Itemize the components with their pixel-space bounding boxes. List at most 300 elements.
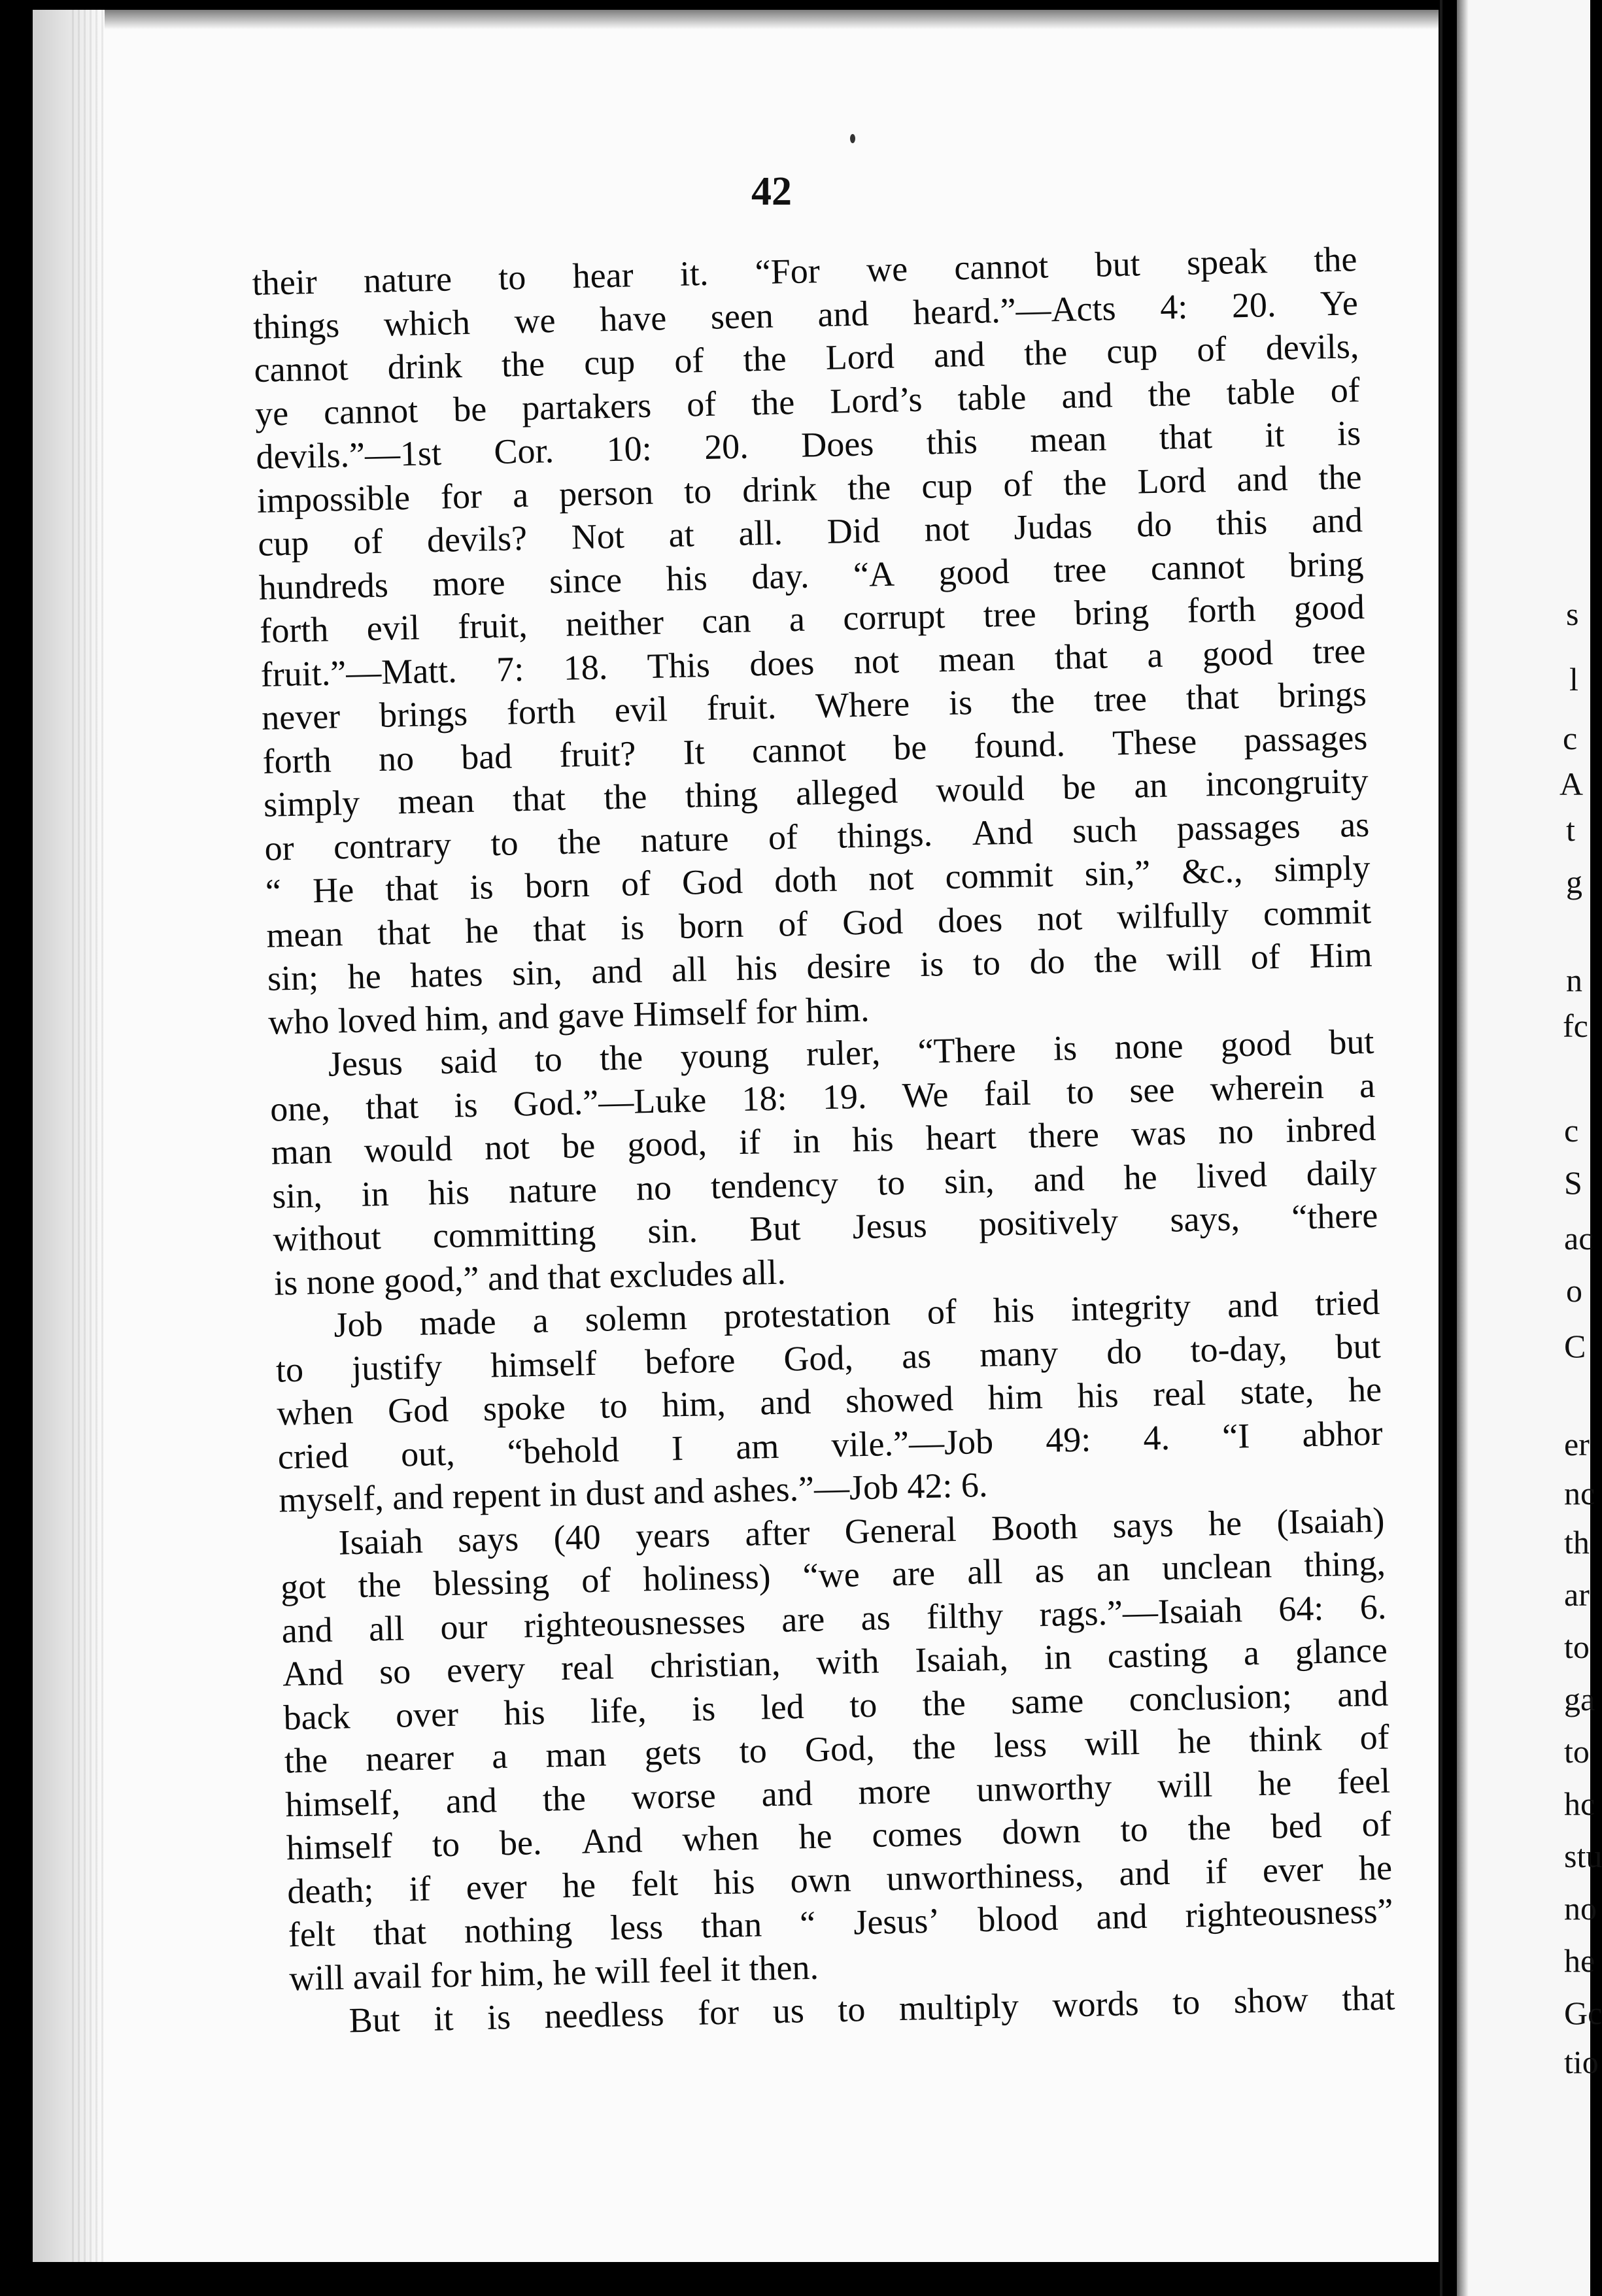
word: of <box>673 340 705 380</box>
word: 4: <box>1159 286 1188 327</box>
word: the <box>1187 1807 1232 1848</box>
word: But <box>349 1999 401 2040</box>
word: tree <box>983 594 1037 635</box>
word: wherein <box>1210 1066 1325 1108</box>
word: is <box>691 1688 716 1729</box>
word: “ <box>799 1903 816 1944</box>
right-page-edge-shadow <box>1457 0 1469 2296</box>
word: of <box>1250 936 1281 977</box>
word: show <box>1233 1980 1309 2021</box>
word: simply <box>1273 847 1371 890</box>
word: nature <box>508 1169 598 1211</box>
word: no <box>1218 1111 1254 1152</box>
word: abhor <box>1301 1413 1384 1454</box>
word: 20. <box>1231 284 1277 325</box>
word: “there <box>1291 1195 1378 1237</box>
word: real <box>560 1647 615 1688</box>
word: him <box>987 1377 1044 1417</box>
word: good <box>938 551 1010 592</box>
word: if <box>408 1868 432 1908</box>
word: nature <box>363 259 452 301</box>
word: death; <box>286 1870 374 1911</box>
word: found. <box>973 724 1066 766</box>
word: does <box>749 642 815 684</box>
word: God <box>681 861 743 902</box>
next-page-fragment: tio <box>1564 2044 1599 2080</box>
next-page-fragment: ar <box>1564 1576 1590 1613</box>
word: and <box>1311 500 1363 541</box>
word: we <box>866 249 908 290</box>
next-page-fragment: to <box>1564 1629 1590 1665</box>
word: commit <box>1263 891 1372 933</box>
word: forth <box>1186 589 1257 630</box>
word: think <box>1248 1718 1323 1760</box>
word: that <box>384 868 439 909</box>
word: ever <box>466 1866 528 1907</box>
text-line: who loved him, and gave Himself for him. <box>267 989 870 1042</box>
word: felt <box>630 1863 679 1904</box>
word: says <box>1112 1504 1174 1545</box>
word: christian, <box>649 1643 781 1686</box>
word: thing, <box>1303 1543 1386 1585</box>
word: without <box>272 1217 382 1259</box>
word: a <box>491 1736 508 1776</box>
word: and <box>590 951 643 991</box>
word: fruit? <box>558 733 637 775</box>
word: when <box>276 1392 354 1433</box>
word: sin, <box>944 1160 995 1201</box>
word: tendency <box>710 1164 839 1206</box>
word: which <box>383 302 471 344</box>
word: his <box>851 1119 895 1160</box>
word: unclean <box>1161 1545 1272 1588</box>
next-page-fragment: he <box>1564 1942 1595 1979</box>
word: 19. <box>822 1076 868 1117</box>
word: nearer <box>365 1737 454 1779</box>
word: his <box>1076 1375 1119 1415</box>
word: drink <box>387 346 463 387</box>
word: We <box>902 1074 949 1115</box>
word: holiness) <box>642 1557 772 1599</box>
word: he <box>1177 1721 1212 1761</box>
word: wilfully <box>1116 894 1229 936</box>
word: fruit. <box>706 686 777 728</box>
word: his <box>666 558 708 598</box>
word: Not <box>571 516 625 557</box>
word: before <box>644 1340 736 1381</box>
word: he <box>464 910 499 951</box>
word: “I <box>1221 1415 1250 1456</box>
word: God <box>387 1389 449 1430</box>
word: there <box>1028 1115 1100 1156</box>
word: cannot <box>751 728 847 770</box>
word: a <box>512 475 529 515</box>
next-page-fragment: A <box>1559 766 1584 802</box>
word: forth <box>506 691 576 732</box>
next-page-fragment: no <box>1564 1890 1597 1927</box>
word: does <box>937 899 1003 940</box>
word: Lord <box>825 336 895 377</box>
word: devils, <box>1265 326 1359 368</box>
word: cup <box>583 342 636 382</box>
word: to <box>1172 1982 1201 2022</box>
word: as <box>860 1597 891 1638</box>
word: born <box>678 905 744 946</box>
next-page-fragment: nc <box>1564 1475 1595 1511</box>
word: and <box>1236 458 1289 499</box>
word: positively <box>978 1201 1119 1244</box>
word: state, <box>1240 1370 1314 1412</box>
word: “There <box>917 1029 1017 1072</box>
word: incongruity <box>1205 760 1369 804</box>
word: And <box>282 1653 344 1694</box>
word: of <box>777 903 808 944</box>
word: showed <box>845 1379 954 1421</box>
word: not <box>868 858 915 898</box>
word: fruit.”—Matt. <box>260 650 458 694</box>
word: and <box>281 1610 333 1650</box>
word: in <box>792 1121 821 1161</box>
word: not <box>484 1127 530 1168</box>
word: life, <box>590 1689 647 1730</box>
word: to <box>972 943 1001 983</box>
word: the <box>542 1778 587 1819</box>
word: less <box>993 1725 1048 1765</box>
word: all <box>966 1551 1003 1592</box>
word: fail <box>983 1072 1032 1113</box>
next-page-fragment: s <box>1566 596 1579 632</box>
word: never <box>261 696 341 737</box>
word: as <box>1339 804 1370 845</box>
word: lived <box>1196 1154 1268 1196</box>
word: such <box>1072 809 1138 851</box>
word: will <box>1166 937 1222 979</box>
word: to <box>1119 1809 1149 1849</box>
word: made <box>418 1302 497 1343</box>
word: God, <box>783 1337 854 1379</box>
word: tried <box>1314 1282 1380 1323</box>
word: to <box>877 1162 906 1202</box>
next-page-fragment: stu <box>1564 1838 1602 1874</box>
word: 20. <box>704 426 749 467</box>
word: is <box>948 683 973 722</box>
word: sin, <box>511 952 563 993</box>
word: he <box>562 1865 596 1905</box>
word: These <box>1112 721 1197 762</box>
word: cannot <box>953 246 1049 288</box>
word: inbred <box>1285 1108 1376 1150</box>
word: cannot <box>253 348 349 390</box>
word: Lord’s <box>829 379 923 421</box>
word: alleged <box>795 771 898 813</box>
word: bring <box>1288 543 1365 584</box>
word: man <box>545 1734 607 1775</box>
word: no <box>378 738 415 779</box>
word: hates <box>409 954 483 995</box>
word: no <box>636 1167 672 1208</box>
word: of <box>1361 1804 1392 1844</box>
word: if <box>738 1122 761 1162</box>
word: daily <box>1306 1152 1378 1193</box>
word: to <box>837 1989 866 2030</box>
word: to <box>739 1730 768 1771</box>
word: Him <box>1308 934 1373 975</box>
word: a <box>1146 635 1163 675</box>
word: tree <box>1312 630 1366 671</box>
word: back <box>282 1696 351 1737</box>
word: table <box>1225 371 1296 413</box>
word: But <box>749 1208 801 1249</box>
word: with <box>815 1641 880 1682</box>
word: the <box>1313 239 1357 280</box>
word: not <box>853 641 900 681</box>
word: would <box>935 768 1025 810</box>
word: (Isaiah) <box>1276 1500 1385 1542</box>
word: every <box>446 1649 526 1691</box>
word: a <box>1359 1065 1376 1105</box>
word: the <box>1023 332 1068 373</box>
word: And <box>971 811 1034 853</box>
word: cup <box>921 465 973 506</box>
next-page-fragment: hc <box>1564 1785 1595 1822</box>
text-line: will avail for him, he will feel it then. <box>288 1947 819 1998</box>
word: to <box>683 471 712 511</box>
word: forth <box>259 609 329 650</box>
word: young <box>679 1035 770 1076</box>
word: that <box>1185 677 1240 717</box>
word: at <box>668 515 695 555</box>
next-page-fragment: th <box>1564 1524 1590 1561</box>
word: an <box>1133 765 1168 805</box>
word: the <box>599 1038 643 1078</box>
word: and <box>1032 1158 1085 1199</box>
word: speak <box>1186 241 1268 282</box>
word: heart <box>925 1117 997 1158</box>
word: of <box>621 863 651 903</box>
word: things. <box>836 814 933 856</box>
word: mean <box>938 638 1015 679</box>
word: he <box>798 1816 833 1857</box>
page-top-shadow <box>33 10 1439 29</box>
word: forth <box>262 740 332 781</box>
word: in <box>361 1173 390 1214</box>
word: nothing <box>464 1908 573 1951</box>
word: of <box>1330 369 1361 410</box>
word: blessing <box>433 1561 550 1604</box>
word: of <box>768 817 798 857</box>
word: the <box>1318 456 1363 497</box>
word: to <box>534 1039 563 1079</box>
word: bad <box>460 736 513 777</box>
word: integrity <box>1070 1287 1191 1329</box>
word: brings <box>1278 673 1367 715</box>
next-page-fragment: fc <box>1563 1007 1588 1044</box>
word: to <box>599 1385 628 1426</box>
word: but <box>1095 244 1141 284</box>
word: Booth <box>991 1506 1078 1548</box>
word: cannot <box>1150 546 1246 588</box>
word: glance <box>1295 1630 1388 1672</box>
word: his <box>993 1290 1035 1330</box>
word: drink <box>741 468 817 510</box>
word: said <box>439 1041 498 1081</box>
word: is <box>919 944 944 984</box>
word: of <box>1002 464 1033 504</box>
word: out, <box>400 1433 456 1474</box>
word: after <box>744 1512 810 1553</box>
word: the <box>357 1564 402 1605</box>
word: vile.”—Job <box>830 1421 994 1464</box>
next-page-fragment: ac <box>1564 1220 1593 1257</box>
word: be. <box>499 1822 543 1863</box>
word: 4. <box>1142 1417 1170 1458</box>
word: passages <box>1176 805 1301 848</box>
word: passages <box>1243 717 1368 760</box>
word: would <box>364 1128 453 1170</box>
word: us <box>772 1991 805 2031</box>
word: that <box>377 911 432 953</box>
word: that <box>1159 416 1213 457</box>
next-page-fragment: c <box>1564 1112 1579 1149</box>
word: is <box>469 867 494 907</box>
word: their <box>252 262 318 303</box>
word: or <box>264 828 295 868</box>
word: the <box>603 777 647 817</box>
word: see <box>1129 1070 1175 1110</box>
word: born <box>524 864 590 906</box>
word: felt <box>288 1914 336 1955</box>
word: a <box>1243 1632 1260 1673</box>
word: General <box>844 1509 957 1551</box>
word: God, <box>804 1728 876 1770</box>
word: 64: <box>1278 1588 1324 1629</box>
word: corrupt <box>842 596 946 638</box>
word: to <box>275 1349 304 1390</box>
word: if <box>1204 1851 1228 1891</box>
word: himself, <box>284 1782 401 1824</box>
word: himself <box>490 1343 597 1385</box>
word: nature <box>639 818 730 860</box>
word: good, <box>626 1123 707 1164</box>
word: good <box>1293 587 1365 628</box>
word: spoke <box>483 1387 566 1428</box>
word: doth <box>774 859 838 900</box>
word: more <box>857 1770 932 1812</box>
word: brings <box>379 693 468 735</box>
word: the <box>1147 373 1192 414</box>
word: solemn <box>585 1297 688 1340</box>
word: of <box>927 1291 957 1332</box>
word: Job <box>333 1304 384 1345</box>
word: down <box>1001 1810 1082 1852</box>
word: neither <box>565 602 664 644</box>
word: righteousness” <box>1184 1891 1394 1935</box>
word: a <box>532 1300 549 1341</box>
word: good <box>1220 1023 1292 1064</box>
word: 18. <box>563 647 608 688</box>
word: it <box>433 1998 454 2038</box>
word: in <box>1044 1637 1072 1678</box>
word: 18: <box>741 1077 788 1119</box>
word: Cor. <box>493 430 554 471</box>
word: do <box>1029 941 1066 982</box>
word: am <box>735 1426 779 1466</box>
word: justify <box>351 1346 443 1388</box>
next-page-fragment: Gc <box>1564 1995 1602 2031</box>
word: “ <box>265 871 282 911</box>
word: more <box>432 562 506 603</box>
word: the <box>501 344 545 384</box>
word: of <box>352 521 383 562</box>
word: tree <box>1093 679 1148 720</box>
gutter-divider <box>1440 0 1442 2296</box>
word: 7: <box>496 649 524 689</box>
word: as <box>901 1336 932 1376</box>
word: seen <box>710 295 774 337</box>
word: that <box>373 1912 427 1953</box>
word: that <box>1054 636 1108 677</box>
word: the <box>847 467 891 507</box>
word: cried <box>277 1435 349 1477</box>
word: evil <box>614 689 668 730</box>
word: have <box>599 297 667 339</box>
word: mean <box>265 913 344 955</box>
word: and <box>933 334 985 375</box>
word: 49: <box>1045 1419 1091 1460</box>
word: the <box>1011 681 1055 721</box>
word: rags.”—Isaiah <box>1038 1589 1243 1634</box>
word: all. <box>738 513 783 553</box>
word: (40 <box>553 1517 602 1557</box>
word: devils? <box>426 518 528 560</box>
word: got <box>280 1566 326 1607</box>
word: and <box>817 293 870 334</box>
word: the <box>557 821 602 862</box>
word: will <box>1157 1764 1213 1805</box>
word: the <box>922 1683 966 1723</box>
word: and <box>1337 1674 1389 1714</box>
word: of <box>1196 329 1227 369</box>
word: gets <box>643 1732 702 1773</box>
word: all <box>368 1608 405 1649</box>
word: says, <box>1169 1198 1240 1240</box>
word: unworthiness, <box>886 1854 1084 1898</box>
page-edge-lines <box>72 10 105 2262</box>
word: he <box>1208 1502 1242 1544</box>
word: to <box>849 1685 878 1725</box>
word: righteousnesses <box>523 1600 746 1645</box>
word: than <box>700 1904 762 1946</box>
word: Isaiah <box>338 1521 424 1562</box>
word: the <box>1093 939 1138 981</box>
word: a <box>789 599 806 639</box>
word: of <box>581 1560 611 1600</box>
word: cup <box>257 523 310 564</box>
word: it. <box>679 253 709 294</box>
word: multiply <box>898 1986 1019 2029</box>
word: and <box>760 1773 813 1814</box>
word: we <box>513 300 556 341</box>
word: was <box>1131 1113 1187 1153</box>
word: for <box>440 475 483 516</box>
word: “For <box>755 251 821 292</box>
next-page-fragment: S <box>1564 1164 1582 1201</box>
word: ruler, <box>806 1032 881 1073</box>
next-page-fragment: c <box>1563 720 1578 756</box>
word: for <box>697 1992 740 2033</box>
word: devils.”—1st <box>255 433 442 477</box>
word: “we <box>802 1555 861 1596</box>
